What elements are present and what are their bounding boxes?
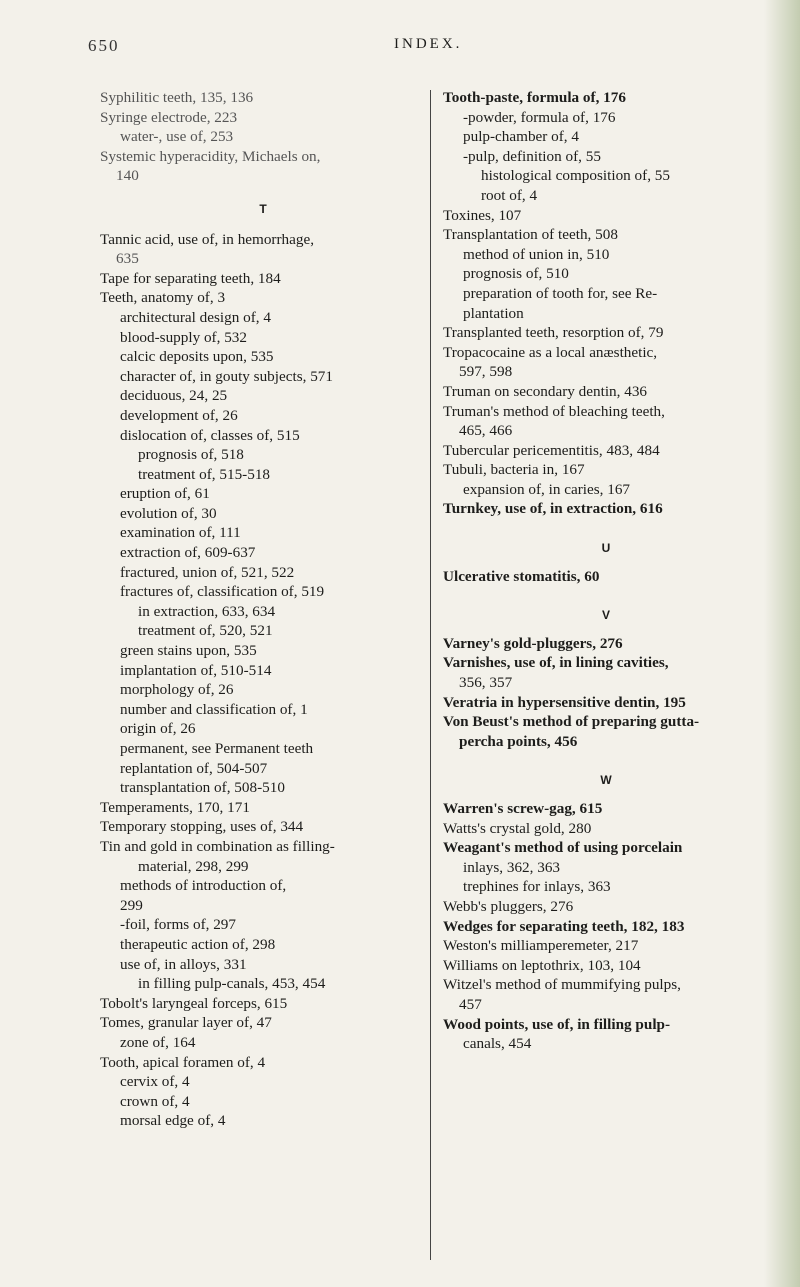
- index-entry: Tubuli, bacteria in, 167: [443, 461, 585, 479]
- index-entry: Webb's pluggers, 276: [443, 897, 574, 915]
- index-entry: cervix of, 4: [120, 1073, 190, 1091]
- index-entry: fractures of, classification of, 519: [120, 583, 325, 601]
- index-entry: origin of, 26: [120, 720, 196, 738]
- index-entry: Von Beust's method of preparing gutta-: [443, 713, 700, 731]
- page-header: [88, 36, 740, 60]
- index-entry: preparation of tooth for, see Re-: [463, 284, 658, 302]
- index-entry: inlays, 362, 363: [463, 858, 561, 876]
- index-entry: Varnishes, use of, in lining cavities,: [443, 654, 669, 672]
- index-entry: Truman on secondary dentin, 436: [443, 382, 648, 400]
- index-entry: Watts's crystal gold, 280: [443, 819, 592, 837]
- index-entry: Tropacocaine as a local anæsthetic,: [443, 343, 658, 361]
- index-entry: Temporary stopping, uses of, 344: [100, 818, 304, 836]
- index-entry: Williams on leptothrix, 103, 104: [443, 956, 641, 974]
- index-entry: replantation of, 504-507: [120, 759, 268, 777]
- left-index-column: [100, 88, 426, 1131]
- index-entry: Tomes, granular layer of, 47: [100, 1014, 272, 1032]
- index-entry: evolution of, 30: [120, 504, 217, 522]
- index-entry: Tobolt's laryngeal forceps, 615: [100, 994, 288, 1012]
- index-entry: pulp-chamber of, 4: [463, 128, 579, 146]
- index-entry: expansion of, in caries, 167: [463, 480, 631, 498]
- index-entry: examination of, 111: [120, 524, 241, 542]
- index-entry: prognosis of, 518: [138, 446, 244, 464]
- index-entry: Witzel's method of mummifying pulps,: [443, 976, 681, 994]
- page-number: 650: [88, 36, 120, 55]
- index-entry: Turnkey, use of, in extraction, 616: [443, 500, 663, 518]
- index-entry: Toxines, 107: [443, 206, 522, 224]
- index-entry: Ulcerative stomatitis, 60: [443, 567, 600, 585]
- page-edge: [764, 0, 800, 1287]
- index-entry: percha points, 456: [459, 732, 578, 750]
- section-letter: T: [259, 201, 267, 216]
- section-letter: V: [601, 608, 610, 623]
- index-entry: permanent, see Permanent teeth: [120, 740, 314, 757]
- index-entry: treatment of, 520, 521: [138, 622, 273, 640]
- index-entry: Tannic acid, use of, in hemorrhage,: [100, 230, 315, 248]
- index-entry: Tape for separating teeth, 184: [100, 269, 281, 287]
- index-entry: eruption of, 61: [120, 485, 210, 503]
- index-entry: morphology of, 26: [120, 681, 234, 699]
- index-entry: zone of, 164: [120, 1033, 196, 1051]
- section-letter: W: [600, 773, 612, 788]
- index-entry: -foil, forms of, 297: [120, 916, 236, 934]
- index-entry: plantation: [463, 304, 524, 322]
- index-entry: dislocation of, classes of, 515: [120, 426, 300, 444]
- index-entry: Transplantation of teeth, 508: [443, 226, 618, 244]
- index-entry: water-, use of, 253: [120, 128, 234, 146]
- index-entry: in filling pulp-canals, 453, 454: [138, 975, 326, 993]
- index-entry: character of, in gouty subjects, 571: [120, 367, 333, 385]
- section-letter: U: [601, 541, 611, 556]
- index-entry: Truman's method of bleaching teeth,: [443, 402, 665, 420]
- index-entry: trephines for inlays, 363: [463, 878, 611, 896]
- right-index-column: [443, 88, 769, 1054]
- column-divider: [430, 90, 431, 1260]
- index-entry: Wood points, use of, in filling pulp-: [443, 1015, 671, 1033]
- index-entry: fractured, union of, 521, 522: [120, 563, 295, 581]
- index-entry: development of, 26: [120, 406, 238, 424]
- index-entry: Systemic hyperacidity, Michaels on,: [100, 147, 321, 165]
- index-entry: extraction of, 609-637: [120, 544, 256, 562]
- index-entry: 140: [116, 167, 139, 185]
- index-entry: calcic deposits upon, 535: [120, 348, 274, 366]
- index-entry: Syringe electrode, 223: [100, 108, 238, 126]
- index-entry: 457: [459, 995, 482, 1013]
- index-entry: root of, 4: [481, 186, 538, 204]
- index-entry: Tin and gold in combination as filling-: [100, 837, 335, 855]
- index-entry: treatment of, 515-518: [138, 465, 271, 483]
- index-entry: material, 298, 299: [138, 857, 249, 875]
- index-entry: Varney's gold-pluggers, 276: [443, 634, 623, 652]
- index-entry: -pulp, definition of, 55: [463, 147, 601, 165]
- index-entry: Tooth-paste, formula of, 176: [443, 89, 626, 106]
- index-entry: Veratria in hypersensitive dentin, 195: [443, 693, 686, 711]
- index-entry: morsal edge of, 4: [120, 1112, 226, 1130]
- index-entry: 356, 357: [459, 674, 513, 692]
- index-entry: prognosis of, 510: [463, 265, 569, 283]
- index-entry: histological composition of, 55: [481, 167, 670, 185]
- running-head: INDEX.: [394, 36, 463, 52]
- index-entry: Tubercular pericementitis, 483, 484: [443, 441, 660, 459]
- index-entry: canals, 454: [463, 1035, 532, 1053]
- index-entry: deciduous, 24, 25: [120, 387, 228, 405]
- index-entry: blood-supply of, 532: [120, 328, 247, 346]
- index-entry: crown of, 4: [120, 1092, 190, 1110]
- index-entry: Transplanted teeth, resorption of, 79: [443, 324, 664, 342]
- index-entry: in extraction, 633, 634: [138, 602, 276, 620]
- index-entry: method of union in, 510: [463, 245, 610, 263]
- index-entry: methods of introduction of,: [120, 877, 287, 895]
- index-entry: Teeth, anatomy of, 3: [100, 289, 226, 307]
- index-entry: green stains upon, 535: [120, 642, 257, 660]
- index-entry: Syphilitic teeth, 135, 136: [100, 89, 254, 106]
- index-entry: Weston's milliamperemeter, 217: [443, 937, 639, 955]
- index-entry: Warren's screw-gag, 615: [443, 800, 603, 817]
- index-entry: Weagant's method of using porcelain: [443, 839, 683, 857]
- index-entry: 299: [120, 896, 143, 914]
- index-entry: therapeutic action of, 298: [120, 935, 276, 953]
- index-entry: use of, in alloys, 331: [120, 955, 247, 973]
- index-entry: 597, 598: [459, 363, 513, 381]
- index-entry: Wedges for separating teeth, 182, 183: [443, 917, 685, 935]
- index-entry: 635: [116, 250, 139, 268]
- index-entry: 465, 466: [459, 422, 513, 440]
- index-entry: Temperaments, 170, 171: [100, 798, 250, 816]
- index-entry: implantation of, 510-514: [120, 661, 272, 679]
- index-entry: architectural design of, 4: [120, 308, 271, 326]
- index-entry: transplantation of, 508-510: [120, 779, 285, 797]
- index-entry: number and classification of, 1: [120, 700, 308, 718]
- index-entry: -powder, formula of, 176: [463, 108, 616, 126]
- index-entry: Tooth, apical foramen of, 4: [100, 1053, 266, 1071]
